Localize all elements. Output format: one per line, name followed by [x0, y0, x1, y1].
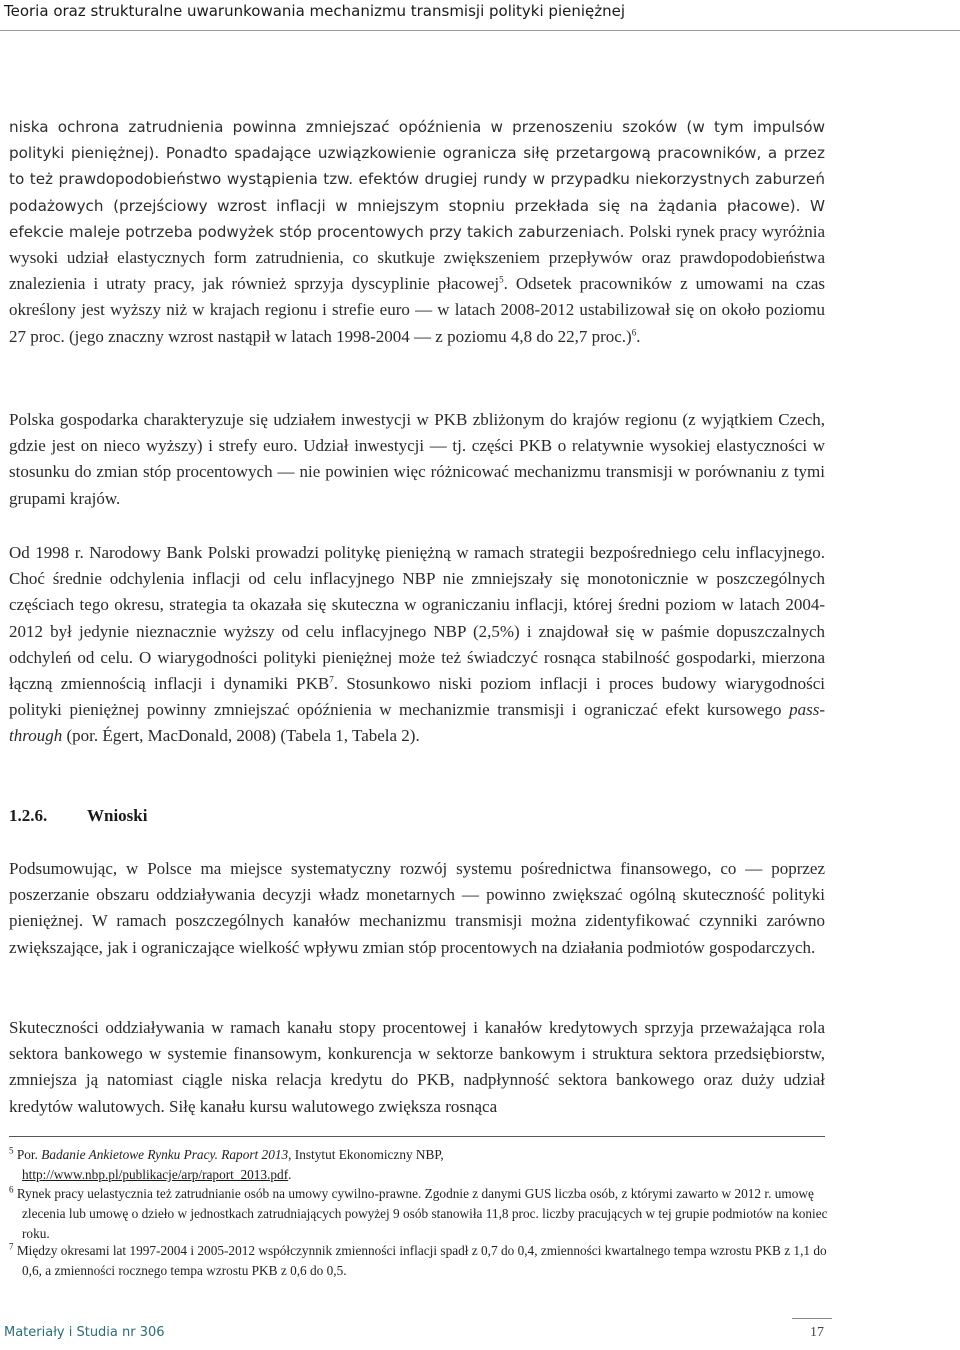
- footnote-7-text: Między okresami lat 1997-2004 i 2005-2012 współczynnik zmienności inflacji spadł z 0,7 do 0,4, zmienności kwartalnego tempa wzrostu PKB z 1,1 do 0,6, a zmienności rocznego tempa wzrostu PKB z 0,6 do 0,5.: [16, 1243, 827, 1278]
- footnote-ref-5[interactable]: 5: [499, 274, 504, 285]
- section-number: 1.2.6.: [9, 806, 48, 825]
- paragraph-inflation-targeting: [9, 540, 825, 750]
- page-number-rule: [792, 1318, 832, 1319]
- paragraph-summary: Podsumowując, w Polsce ma miejsce systematyczny rozwój systemu pośrednictwa finansowego, co — poprzez poszerzanie obszaru oddziaływania decyzji władz monetarnych — powinno zwiększać ogólną skuteczność polityki pieniężnej. W ramach poszczególnych kanałów mechanizmu transmisji można zidentyfikować czynniki zarówno zwiększające, jak i ograniczające wielkość wpływu zmian stóp procentowych na działania podmiotów gospodarczych.: [9, 859, 825, 957]
- paragraph-effectiveness: Skuteczności oddziaływania w ramach kanału stopy procentowej i kanałów kredytowych sprzyja przeważająca rola sektora bankowego w systemie finansowym, konkurencja w sektorze bankowym i struktura sektora przedsiębiorstw, zmniejsza ją natomiast ciągle niska relacja kredytu do PKB, nadpłynność sektora bankowego oraz duży udział kredytów walutowych. Siłę kanału kursu walutowego zwiększa rosnąca: [9, 1018, 825, 1116]
- footnote-6: [9, 1184, 829, 1243]
- running-header: Teoria oraz strukturalne uwarunkowania mechanizmu transmisji polityki pieniężnej: [4, 2, 626, 20]
- pass-through-term: pass-through: [9, 700, 825, 746]
- paragraph-labour-market: [9, 114, 825, 350]
- footnote-5-end: .: [288, 1166, 292, 1182]
- paragraph-part-b: . Stosunkowo niski poziom inflacji i proces budowy wiarygodności polityki pieniężnej powinny zmniejszać opóźnienia w mechanizmie transmisji i ograniczać efekt kursowego: [9, 674, 825, 720]
- footnote-5-publisher: , Instytut Ekonomiczny NBP,: [288, 1147, 444, 1162]
- footnote-6-number: 6: [9, 1184, 14, 1195]
- footnote-5-prefix: Por.: [16, 1147, 42, 1162]
- paragraph-part-a: Od 1998 r. Narodowy Bank Polski prowadzi politykę pieniężną w ramach strategii bezpośredniego celu inflacyjnego. Choć średnie odchylenia inflacji od celu inflacyjnego NBP nie zmniejszały się monotonicznie w poszczególnych częściach tego okresu, strategia ta okazała się skuteczna w ograniczaniu inflacji, której średni poziom w latach 2004-2012 był jedynie nieznacznie wyższy od celu inflacyjnego NBP (2,5%) i znajdował się w paśmie dopuszczalnych odchyleń od celu. O wiarygodności polityki pieniężnej może też świadczyć rosnąca stabilność gospodarki, mierzona łączną zmiennością inflacji i dynamiki PKB: [9, 543, 825, 694]
- section-title: Wnioski: [87, 806, 148, 825]
- footnote-7-number: 7: [9, 1241, 14, 1252]
- footnote-5-title: Badanie Ankietowe Rynku Pracy. Raport 2013: [41, 1147, 289, 1162]
- paragraph-sans-part: niska ochrona zatrudnienia powinna zmniejszać opóźnienia w przenoszeniu szoków (w tym impulsów polityki pieniężnej). Ponadto spadające uzwiązkowienie ogranicza siłę przetargową pracowników, a przez to też prawdopodobieństwo wystąpienia tzw. efektów drugiej rundy w przypadku niekorzystnych zaburzeń podażowych (przejściowy wzrost inflacji w mniejszym stopniu przekłada się na żądania płacowe). W efekcie maleje potrzeba podwyżek stóp procentowych przy takich zaburzeniach.: [9, 118, 825, 241]
- footnote-5-number: 5: [9, 1145, 14, 1156]
- footnote-ref-7[interactable]: 7: [329, 674, 334, 685]
- section-heading: [9, 806, 147, 826]
- page-number: 17: [810, 1325, 824, 1340]
- paragraph-serif-part-2: . Odsetek pracowników z umowami na czas określony jest wyższy niż w krajach regionu i strefie euro — w latach 2008-2012 ustabilizował się on około poziomu 27 proc. (jego znaczny wzrost nastąpił w latach 1998-2004 — z poziomu 4,8 do 22,7 proc.): [9, 274, 825, 346]
- paragraph-investment: Polska gospodarka charakteryzuje się udziałem inwestycji w PKB zbliżonym do krajów regionu (z wyjątkiem Czech, gdzie jest on nieco wyższy) i strefy euro. Udział inwestycji — tj. części PKB o relatywnie wysokiej elastyczności w stosunku do zmian stóp procentowych — nie powinien więc różnicować mechanizmu transmisji w porównaniu z tymi grupami krajów.: [9, 410, 825, 508]
- header-rule: [0, 30, 960, 31]
- footnote-separator: [9, 1136, 825, 1137]
- paragraph-end: .: [636, 326, 641, 346]
- footnote-5: [9, 1145, 829, 1185]
- paragraph-serif-part: Polski rynek pracy wyróżnia wysoki udział elastycznych form zatrudnienia, co skutkuje zwiększeniem przepływów oraz prawdopodobieństwa znalezienia i utraty pracy, jak również sprzyja dyscyplinie płacowej: [9, 221, 825, 294]
- footnote-7: [9, 1241, 829, 1281]
- footer-series: Materiały i Studia nr 306: [4, 1325, 165, 1340]
- paragraph-part-c: (por. Égert, MacDonald, 2008) (Tabela 1, Tabela 2).: [62, 726, 420, 746]
- footnote-5-link[interactable]: http://www.nbp.pl/publikacje/arp/raport_2013.pdf: [22, 1166, 289, 1182]
- footnote-ref-6[interactable]: 6: [631, 326, 637, 337]
- footnote-6-text: Rynek pracy uelastycznia też zatrudnianie osób na umowy cywilno-prawne. Zgodnie z danymi GUS liczba osób, z którymi zawarto w 2012 r. umowę zlecenia lub umowę o dzieło w jednostkach zatrudniających powyżej 9 osób stanowiła 11,8 proc. liczby pracujących w tej grupie podmiotów na koniec roku.: [16, 1186, 828, 1241]
